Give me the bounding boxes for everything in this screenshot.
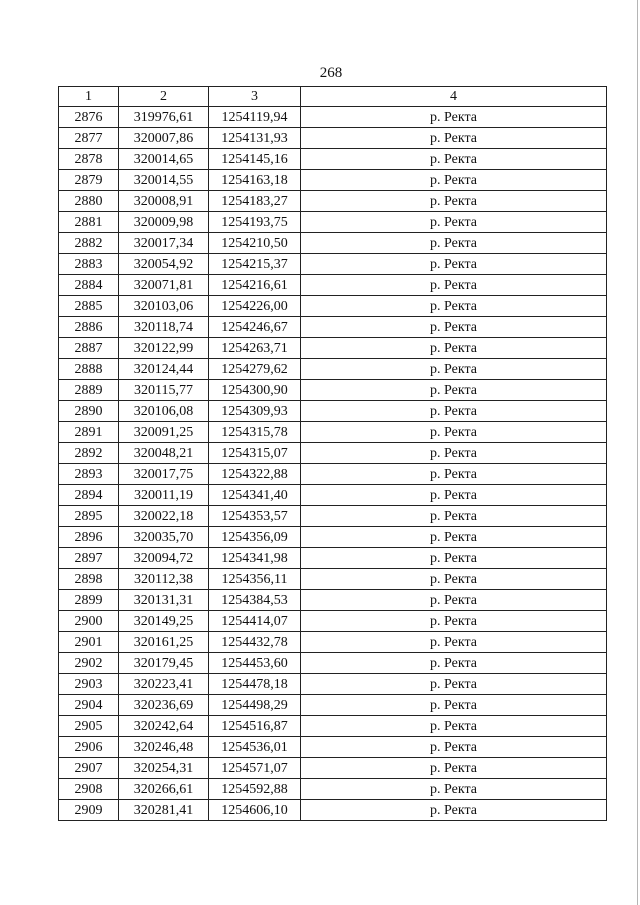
y-coordinate-cell: 1254498,29	[209, 695, 301, 716]
x-coordinate-cell: 320071,81	[119, 275, 209, 296]
point-number-cell: 2896	[59, 527, 119, 548]
x-coordinate-cell: 320124,44	[119, 359, 209, 380]
y-coordinate-cell: 1254216,61	[209, 275, 301, 296]
point-number-cell: 2893	[59, 464, 119, 485]
point-number-cell: 2891	[59, 422, 119, 443]
point-number-cell: 2901	[59, 632, 119, 653]
page-edge-line	[637, 0, 638, 905]
description-cell: р. Ректа	[301, 695, 607, 716]
table-row	[59, 611, 607, 632]
x-coordinate-cell: 320266,61	[119, 779, 209, 800]
description-cell: р. Ректа	[301, 716, 607, 737]
table-header-row	[59, 87, 607, 107]
point-number-cell: 2898	[59, 569, 119, 590]
point-number-cell: 2876	[59, 107, 119, 128]
table-row	[59, 422, 607, 443]
description-cell: р. Ректа	[301, 107, 607, 128]
point-number-cell: 2900	[59, 611, 119, 632]
x-coordinate-cell: 320223,41	[119, 674, 209, 695]
table-row	[59, 695, 607, 716]
table-row	[59, 464, 607, 485]
y-coordinate-cell: 1254309,93	[209, 401, 301, 422]
description-cell: р. Ректа	[301, 275, 607, 296]
point-number-cell: 2904	[59, 695, 119, 716]
y-coordinate-cell: 1254315,78	[209, 422, 301, 443]
y-coordinate-cell: 1254226,00	[209, 296, 301, 317]
x-coordinate-cell: 320014,55	[119, 170, 209, 191]
x-coordinate-cell: 320254,31	[119, 758, 209, 779]
table-row	[59, 233, 607, 254]
y-coordinate-cell: 1254131,93	[209, 128, 301, 149]
point-number-cell: 2902	[59, 653, 119, 674]
x-coordinate-cell: 320091,25	[119, 422, 209, 443]
table-row	[59, 275, 607, 296]
point-number-cell: 2879	[59, 170, 119, 191]
y-coordinate-cell: 1254315,07	[209, 443, 301, 464]
y-coordinate-cell: 1254414,07	[209, 611, 301, 632]
point-number-cell: 2909	[59, 800, 119, 821]
x-coordinate-cell: 320017,75	[119, 464, 209, 485]
description-cell: р. Ректа	[301, 653, 607, 674]
point-number-cell: 2907	[59, 758, 119, 779]
table-row	[59, 758, 607, 779]
description-cell: р. Ректа	[301, 128, 607, 149]
point-number-cell: 2888	[59, 359, 119, 380]
table-row	[59, 485, 607, 506]
point-number-cell: 2894	[59, 485, 119, 506]
description-cell: р. Ректа	[301, 233, 607, 254]
description-cell: р. Ректа	[301, 401, 607, 422]
x-coordinate-cell: 320118,74	[119, 317, 209, 338]
x-coordinate-cell: 320009,98	[119, 212, 209, 233]
x-coordinate-cell: 320022,18	[119, 506, 209, 527]
point-number-cell: 2892	[59, 443, 119, 464]
table-row	[59, 527, 607, 548]
table-row	[59, 800, 607, 821]
table-row	[59, 212, 607, 233]
description-cell: р. Ректа	[301, 422, 607, 443]
x-coordinate-cell: 320131,31	[119, 590, 209, 611]
y-coordinate-cell: 1254356,11	[209, 569, 301, 590]
coordinates-table	[58, 86, 607, 821]
table-row	[59, 779, 607, 800]
table-row	[59, 569, 607, 590]
y-coordinate-cell: 1254246,67	[209, 317, 301, 338]
description-cell: р. Ректа	[301, 758, 607, 779]
y-coordinate-cell: 1254453,60	[209, 653, 301, 674]
x-coordinate-cell: 320103,06	[119, 296, 209, 317]
point-number-cell: 2897	[59, 548, 119, 569]
description-cell: р. Ректа	[301, 737, 607, 758]
description-cell: р. Ректа	[301, 212, 607, 233]
x-coordinate-cell: 320115,77	[119, 380, 209, 401]
x-coordinate-cell: 320112,38	[119, 569, 209, 590]
description-cell: р. Ректа	[301, 485, 607, 506]
x-coordinate-cell: 320242,64	[119, 716, 209, 737]
column-header-4: 4	[301, 87, 607, 107]
table-row	[59, 674, 607, 695]
point-number-cell: 2890	[59, 401, 119, 422]
table-row	[59, 590, 607, 611]
table-row	[59, 338, 607, 359]
table-row	[59, 317, 607, 338]
description-cell: р. Ректа	[301, 296, 607, 317]
y-coordinate-cell: 1254279,62	[209, 359, 301, 380]
description-cell: р. Ректа	[301, 443, 607, 464]
x-coordinate-cell: 320122,99	[119, 338, 209, 359]
table-row	[59, 380, 607, 401]
description-cell: р. Ректа	[301, 359, 607, 380]
table-row	[59, 401, 607, 422]
x-coordinate-cell: 320017,34	[119, 233, 209, 254]
table-row	[59, 191, 607, 212]
point-number-cell: 2903	[59, 674, 119, 695]
table-row	[59, 296, 607, 317]
description-cell: р. Ректа	[301, 569, 607, 590]
table-row	[59, 170, 607, 191]
description-cell: р. Ректа	[301, 170, 607, 191]
x-coordinate-cell: 320106,08	[119, 401, 209, 422]
column-header-1: 1	[59, 87, 119, 107]
y-coordinate-cell: 1254119,94	[209, 107, 301, 128]
x-coordinate-cell: 320179,45	[119, 653, 209, 674]
description-cell: р. Ректа	[301, 254, 607, 275]
y-coordinate-cell: 1254341,40	[209, 485, 301, 506]
y-coordinate-cell: 1254478,18	[209, 674, 301, 695]
x-coordinate-cell: 320007,86	[119, 128, 209, 149]
x-coordinate-cell: 320035,70	[119, 527, 209, 548]
description-cell: р. Ректа	[301, 611, 607, 632]
y-coordinate-cell: 1254536,01	[209, 737, 301, 758]
description-cell: р. Ректа	[301, 548, 607, 569]
x-coordinate-cell: 320236,69	[119, 695, 209, 716]
y-coordinate-cell: 1254606,10	[209, 800, 301, 821]
description-cell: р. Ректа	[301, 464, 607, 485]
x-coordinate-cell: 320161,25	[119, 632, 209, 653]
y-coordinate-cell: 1254210,50	[209, 233, 301, 254]
point-number-cell: 2887	[59, 338, 119, 359]
y-coordinate-cell: 1254183,27	[209, 191, 301, 212]
table-row	[59, 107, 607, 128]
y-coordinate-cell: 1254516,87	[209, 716, 301, 737]
description-cell: р. Ректа	[301, 800, 607, 821]
y-coordinate-cell: 1254432,78	[209, 632, 301, 653]
table-row	[59, 443, 607, 464]
page-number: 268	[319, 65, 343, 81]
table-row	[59, 716, 607, 737]
description-cell: р. Ректа	[301, 632, 607, 653]
table-row	[59, 737, 607, 758]
y-coordinate-cell: 1254300,90	[209, 380, 301, 401]
table-body	[59, 107, 607, 821]
point-number-cell: 2882	[59, 233, 119, 254]
point-number-cell: 2883	[59, 254, 119, 275]
y-coordinate-cell: 1254193,75	[209, 212, 301, 233]
description-cell: р. Ректа	[301, 590, 607, 611]
description-cell: р. Ректа	[301, 149, 607, 170]
point-number-cell: 2877	[59, 128, 119, 149]
table-row	[59, 254, 607, 275]
x-coordinate-cell: 320246,48	[119, 737, 209, 758]
description-cell: р. Ректа	[301, 674, 607, 695]
description-cell: р. Ректа	[301, 527, 607, 548]
description-cell: р. Ректа	[301, 191, 607, 212]
y-coordinate-cell: 1254356,09	[209, 527, 301, 548]
y-coordinate-cell: 1254384,53	[209, 590, 301, 611]
table-row	[59, 506, 607, 527]
y-coordinate-cell: 1254145,16	[209, 149, 301, 170]
point-number-cell: 2884	[59, 275, 119, 296]
point-number-cell: 2886	[59, 317, 119, 338]
description-cell: р. Ректа	[301, 317, 607, 338]
y-coordinate-cell: 1254353,57	[209, 506, 301, 527]
y-coordinate-cell: 1254571,07	[209, 758, 301, 779]
column-header-3: 3	[209, 87, 301, 107]
y-coordinate-cell: 1254592,88	[209, 779, 301, 800]
table-row	[59, 548, 607, 569]
point-number-cell: 2895	[59, 506, 119, 527]
point-number-cell: 2908	[59, 779, 119, 800]
table-row	[59, 128, 607, 149]
x-coordinate-cell: 320048,21	[119, 443, 209, 464]
point-number-cell: 2878	[59, 149, 119, 170]
point-number-cell: 2899	[59, 590, 119, 611]
table-row	[59, 653, 607, 674]
table-row	[59, 632, 607, 653]
point-number-cell: 2880	[59, 191, 119, 212]
x-coordinate-cell: 320149,25	[119, 611, 209, 632]
y-coordinate-cell: 1254322,88	[209, 464, 301, 485]
y-coordinate-cell: 1254163,18	[209, 170, 301, 191]
x-coordinate-cell: 320281,41	[119, 800, 209, 821]
x-coordinate-cell: 319976,61	[119, 107, 209, 128]
point-number-cell: 2885	[59, 296, 119, 317]
description-cell: р. Ректа	[301, 506, 607, 527]
column-header-2: 2	[119, 87, 209, 107]
y-coordinate-cell: 1254263,71	[209, 338, 301, 359]
description-cell: р. Ректа	[301, 338, 607, 359]
table-row	[59, 359, 607, 380]
point-number-cell: 2881	[59, 212, 119, 233]
table-row	[59, 149, 607, 170]
x-coordinate-cell: 320094,72	[119, 548, 209, 569]
x-coordinate-cell: 320011,19	[119, 485, 209, 506]
point-number-cell: 2889	[59, 380, 119, 401]
description-cell: р. Ректа	[301, 779, 607, 800]
point-number-cell: 2906	[59, 737, 119, 758]
description-cell: р. Ректа	[301, 380, 607, 401]
y-coordinate-cell: 1254341,98	[209, 548, 301, 569]
x-coordinate-cell: 320008,91	[119, 191, 209, 212]
point-number-cell: 2905	[59, 716, 119, 737]
y-coordinate-cell: 1254215,37	[209, 254, 301, 275]
x-coordinate-cell: 320014,65	[119, 149, 209, 170]
x-coordinate-cell: 320054,92	[119, 254, 209, 275]
